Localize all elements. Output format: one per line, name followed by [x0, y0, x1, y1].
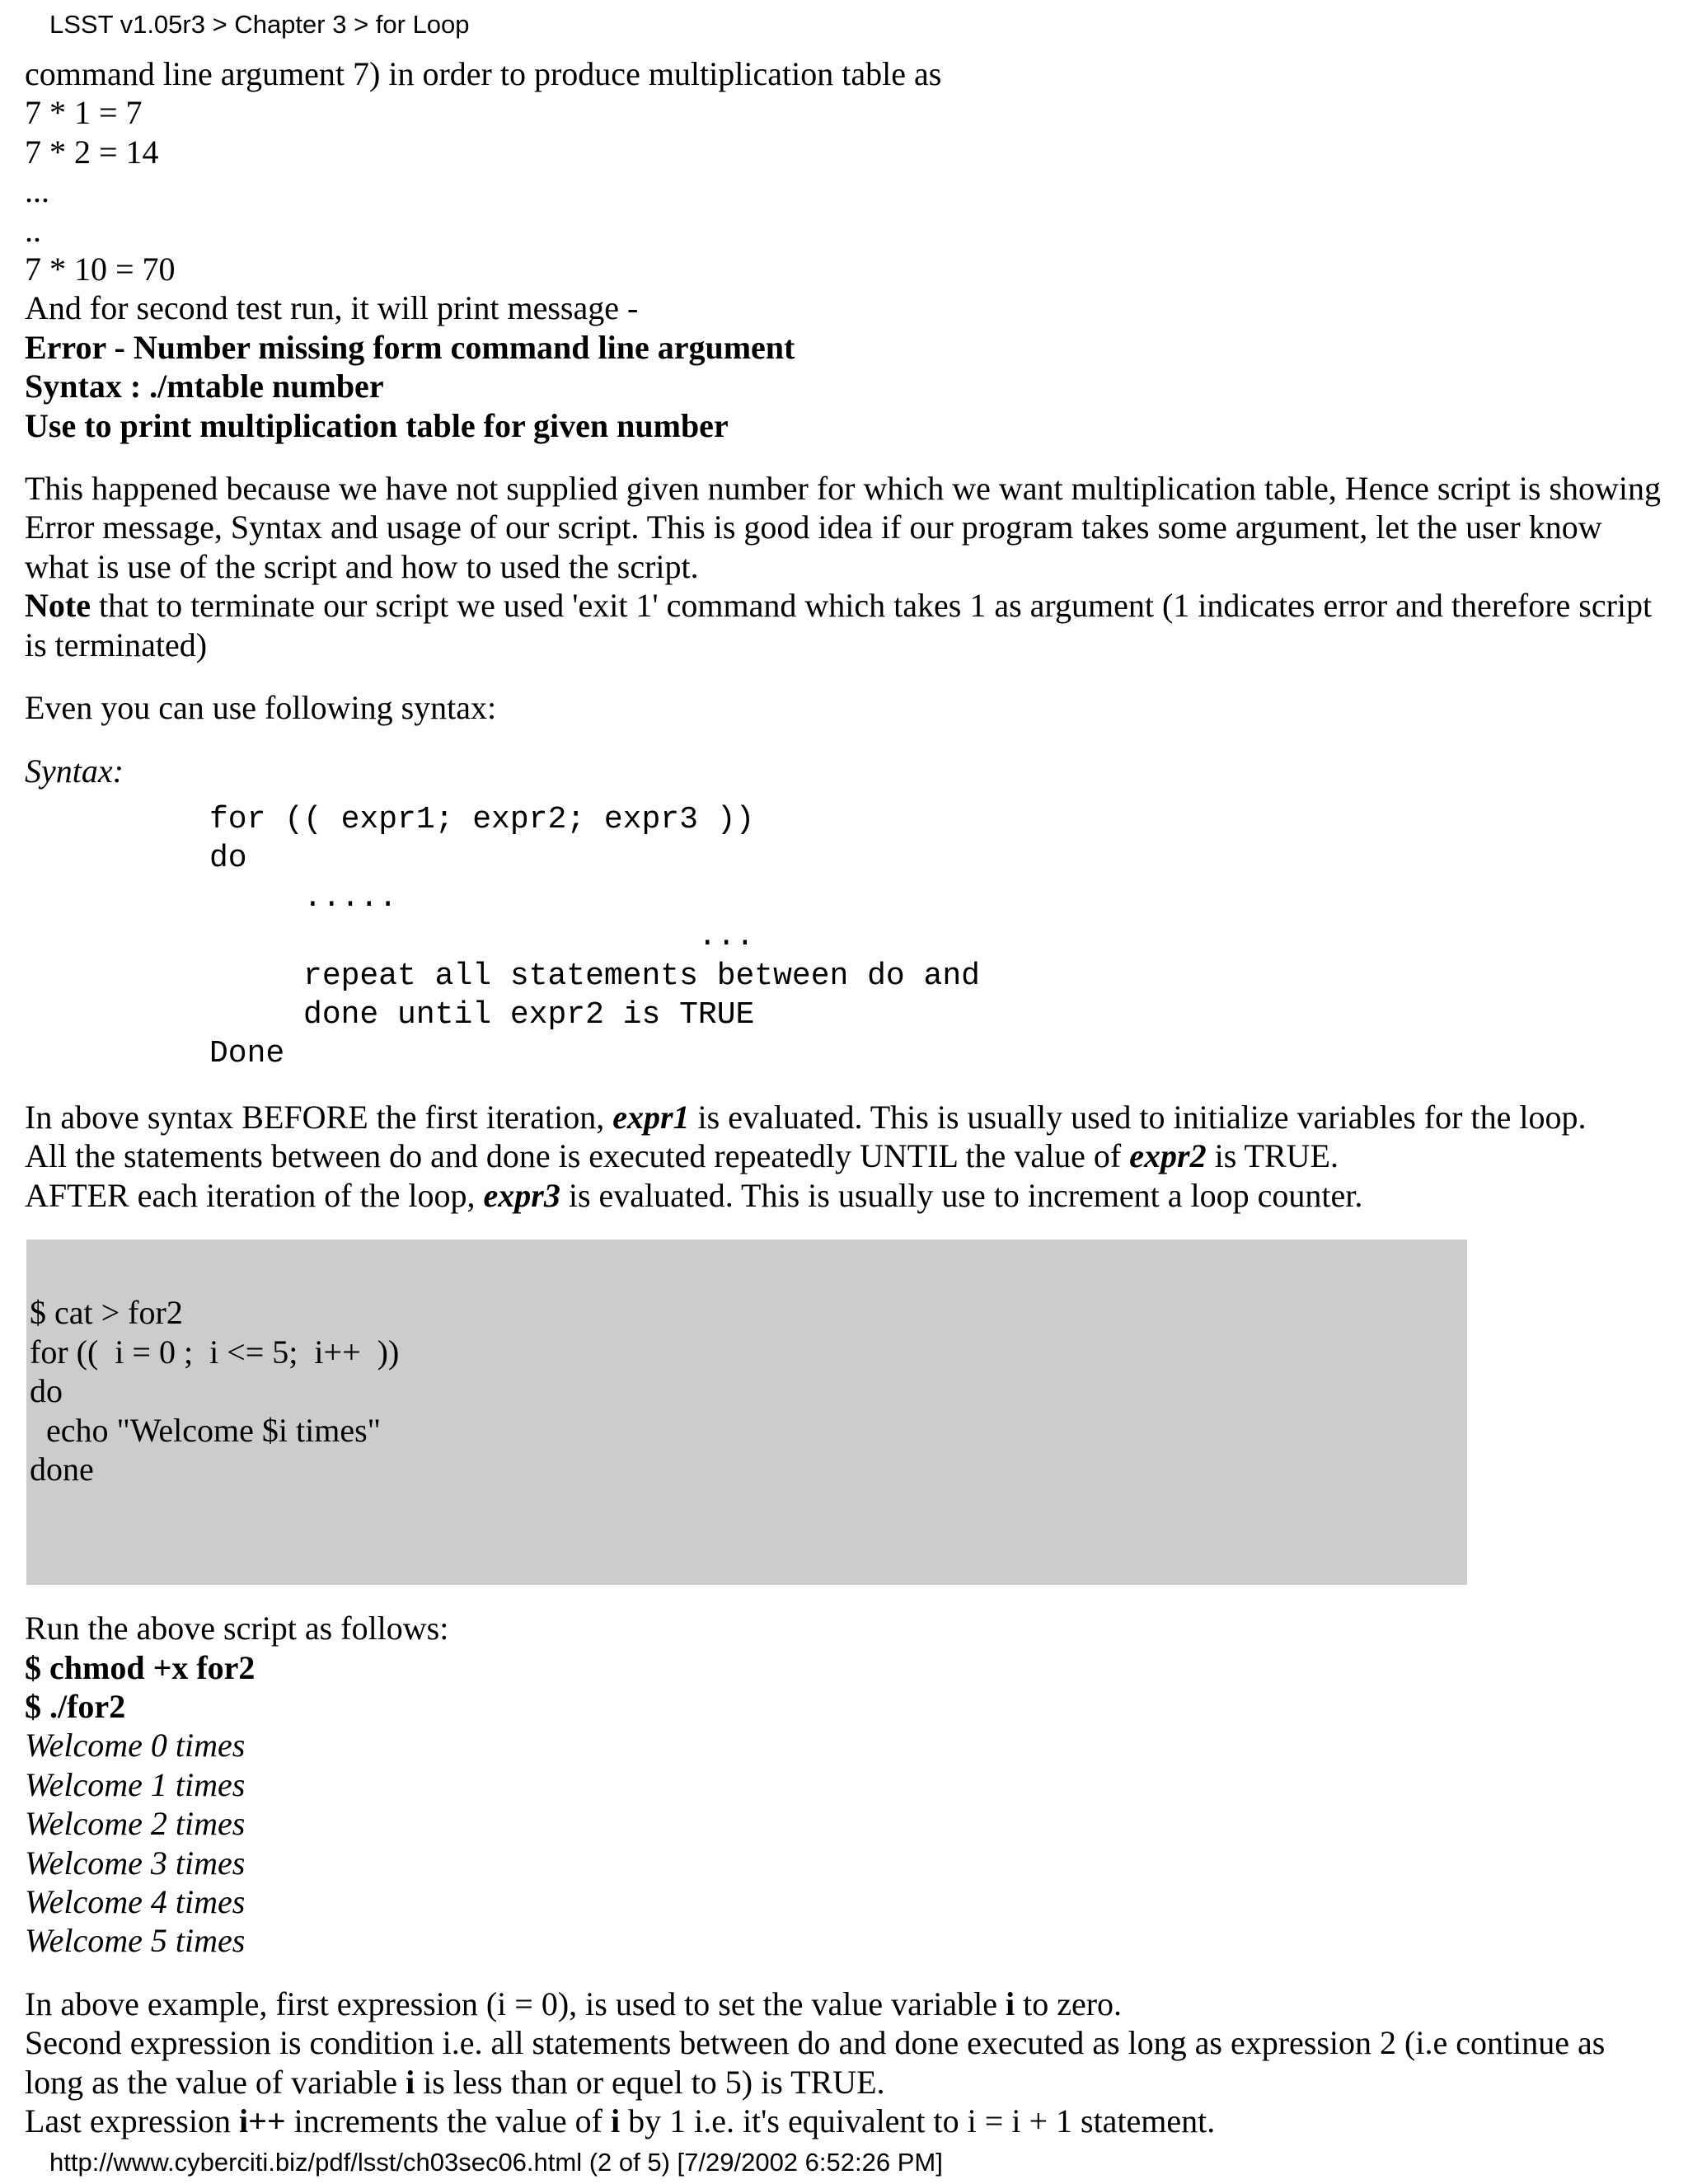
increment-term: i++: [238, 2102, 286, 2140]
text-span: is less than or equel to 5) is TRUE.: [415, 2063, 885, 2101]
table-line: 7 * 1 = 7: [25, 94, 143, 132]
script-line: do: [30, 1372, 63, 1410]
expr3-term: expr3: [483, 1176, 560, 1214]
script-line: echo "Welcome $i times": [30, 1411, 381, 1449]
variable-term: i: [1005, 1985, 1015, 2022]
variable-term: i: [610, 2102, 621, 2140]
table-line: 7 * 2 = 14: [25, 133, 159, 171]
explain-text: This happened because we have not supplied given number for which we want multiplication table, Hence script is showing Error message, Syntax and usage of our script. This is good idea if our program takes some argument, let the user know what is use of the script and how to used the script.: [25, 470, 1662, 585]
text-span: increments the value of: [285, 2102, 611, 2140]
final-line: [25, 2102, 1665, 2140]
run-output-line: Welcome 5 times: [25, 1922, 246, 1960]
explain-paragraph: [25, 469, 1665, 664]
page-content: [25, 54, 1665, 2141]
table-line: ..: [25, 211, 41, 249]
syntax-explain-line: [25, 1098, 1665, 1137]
page-header: LSST v1.05r3 > Chapter 3 > for Loop: [49, 10, 470, 39]
run-output-line: Welcome 2 times: [25, 1805, 246, 1843]
table-line: 7 * 10 = 70: [25, 251, 176, 288]
note-text: [25, 586, 1665, 664]
text-span: is TRUE.: [1206, 1137, 1339, 1175]
final-explain-paragraph: [25, 1985, 1665, 2141]
expr2-term: expr2: [1129, 1137, 1207, 1175]
text-span: AFTER each iteration of the loop,: [25, 1176, 484, 1214]
script-code-box: [26, 1240, 1467, 1585]
run-output-line: Welcome 4 times: [25, 1883, 246, 1921]
syntax-intro: Even you can use following syntax:: [25, 689, 497, 727]
text-span: is evaluated. This is usually used to initialize variables for the loop.: [689, 1098, 1587, 1136]
run-output-line: Welcome 3 times: [25, 1844, 246, 1882]
syntax-explain-paragraph: [25, 1098, 1665, 1215]
run-command: $ chmod +x for2: [25, 1648, 256, 1686]
script-line: $ cat > for2: [30, 1294, 183, 1332]
final-line: [25, 2023, 1665, 2102]
note-label: Note: [25, 587, 91, 625]
text-span: Second expression is condition i.e. all statements between do and done executed as long as expression 2 (i.e continue as long as the value of variable: [25, 2024, 1606, 2101]
text-span: to zero.: [1015, 1985, 1123, 2022]
page-footer-url: http://www.cyberciti.biz/pdf/lsst/ch03sec06.html (2 of 5) [7/29/2002 6:52:26 PM]: [49, 2148, 943, 2177]
text-span: In above example, first expression (i = 0), is used to set the value variable: [25, 1985, 1006, 2022]
syntax-code-block: for (( expr1; expr2; expr3 )) do ..... ... repeat all statements between do and done until expr2 is TRUE Done: [209, 801, 980, 1072]
text-span: All the statements between do and done is executed repeatedly UNTIL the value of: [25, 1137, 1130, 1175]
run-command: $ ./for2: [25, 1688, 126, 1726]
table-line: ...: [25, 172, 49, 210]
script-line: for (( i = 0 ; i <= 5; i++ )): [30, 1333, 400, 1371]
run-section: [25, 1609, 1665, 1961]
variable-term: i: [406, 2063, 415, 2101]
expr1-term: expr1: [612, 1098, 690, 1136]
text-span: by 1 i.e. it's equivalent to i = i + 1 statement.: [620, 2102, 1216, 2140]
syntax-explain-line: [25, 1176, 1665, 1215]
error-line: Error - Number missing form command line argument: [25, 328, 795, 366]
run-output-line: Welcome 0 times: [25, 1727, 246, 1765]
intro-line: command line argument 7) in order to produce multiplication table as: [25, 55, 942, 92]
error-line: Syntax : ./mtable number: [25, 368, 384, 405]
final-line: [25, 1985, 1665, 2023]
text-span: Last expression: [25, 2102, 239, 2140]
run-output-line: Welcome 1 times: [25, 1765, 246, 1803]
text-span: is evaluated. This is usually use to increment a loop counter.: [560, 1176, 1363, 1214]
second-run-line: And for second test run, it will print message -: [25, 289, 639, 327]
syntax-explain-line: [25, 1137, 1665, 1175]
note-body: that to terminate our script we used 'exit 1' command which takes 1 as argument (1 indicates error and therefore script is terminated): [25, 587, 1653, 663]
text-span: In above syntax BEFORE the first iteration,: [25, 1098, 613, 1136]
error-line: Use to print multiplication table for given number: [25, 406, 729, 444]
run-intro: Run the above script as follows:: [25, 1610, 449, 1647]
syntax-label: Syntax:: [25, 752, 124, 790]
script-line: done: [30, 1451, 94, 1488]
